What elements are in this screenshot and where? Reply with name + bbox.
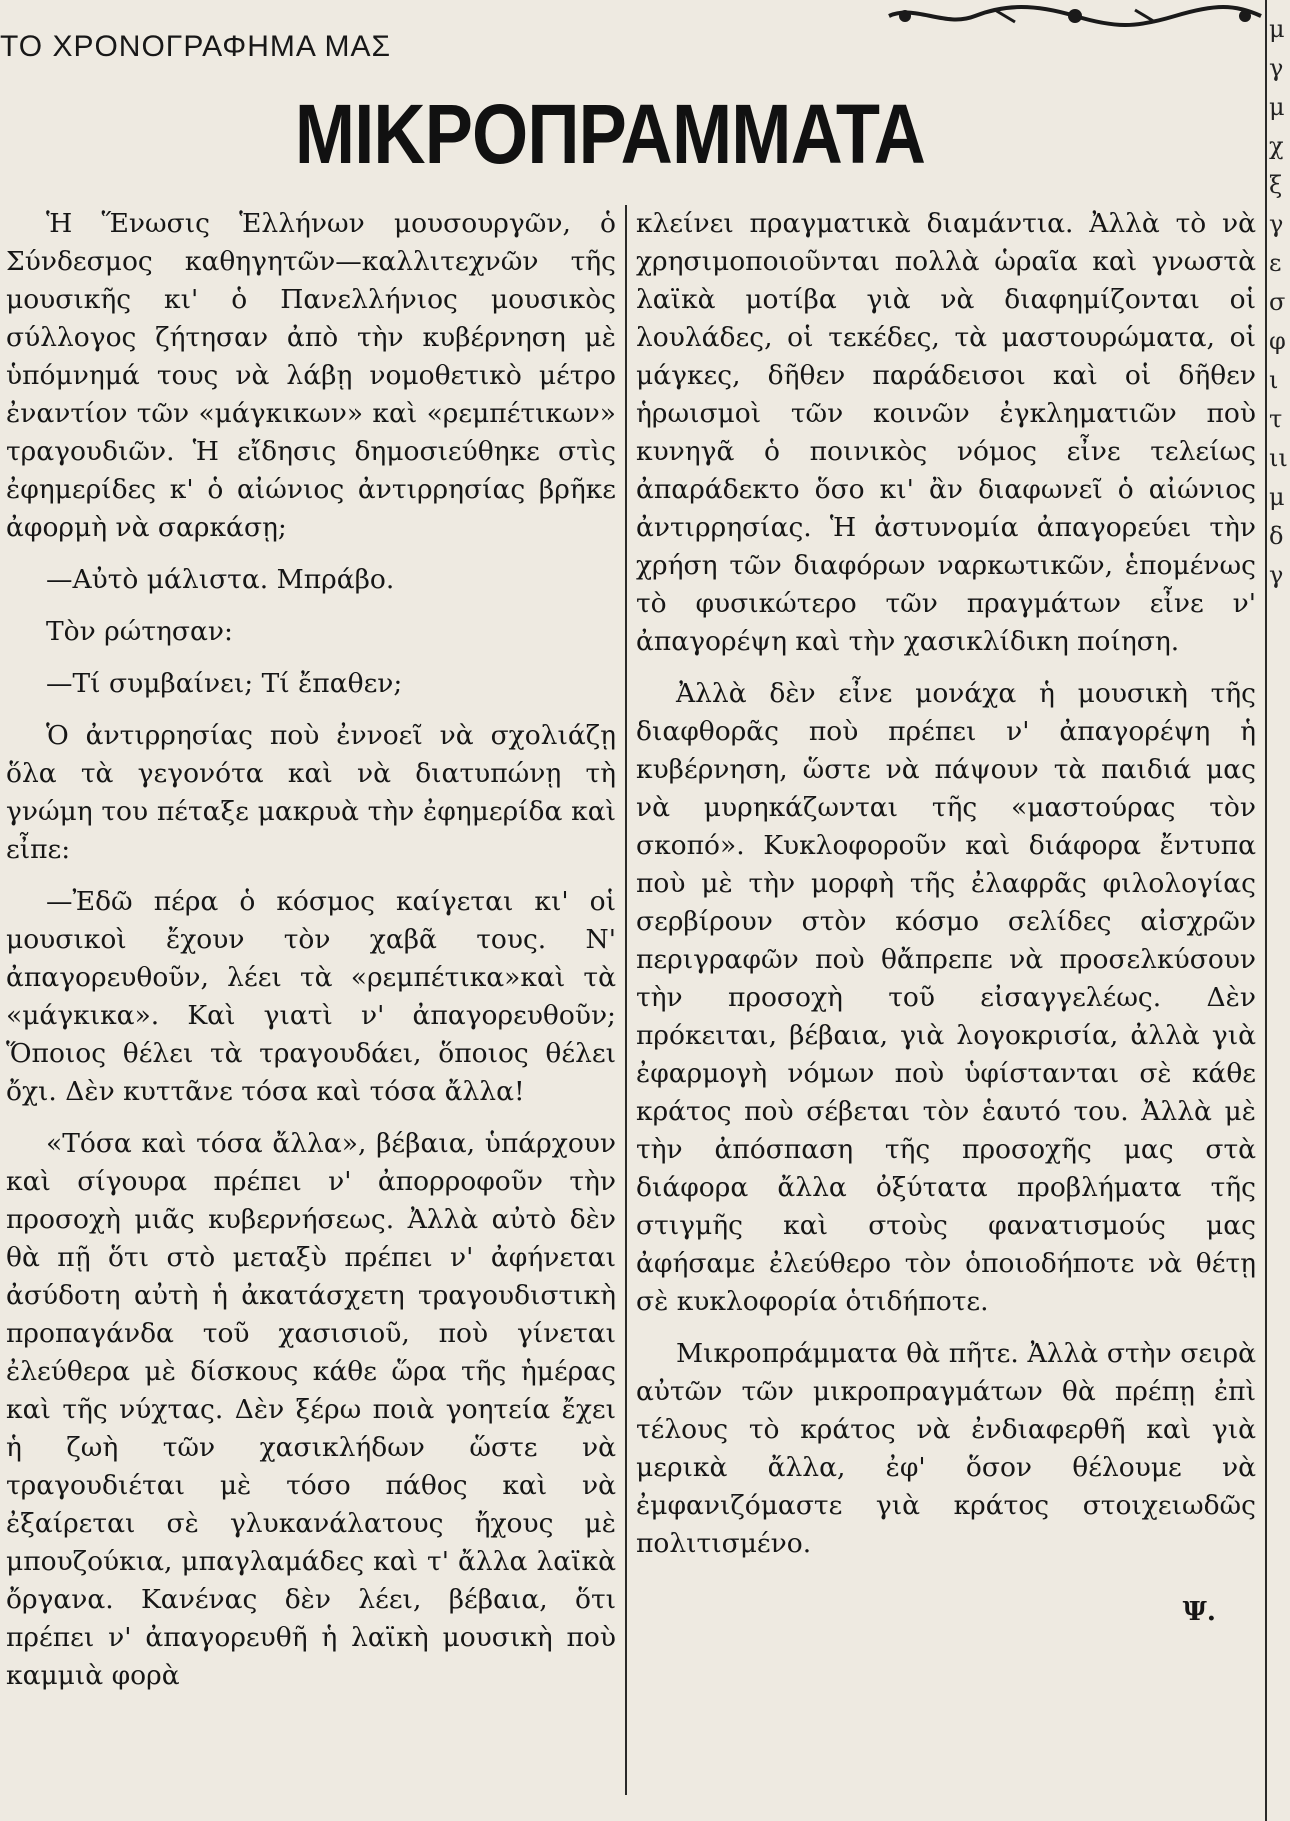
headline: ΜΙΚΡΟΠΡΑΜΜΑΤΑ [294,87,926,181]
adjacent-column-fragment: μγμχξγεσφιτιιμδγ [1269,15,1288,589]
paragraph: —Ἐδῶ πέρα ὁ κόσμος καίγεται κι' οἱ μουσικοὶ ἔχουν τὸν χαβᾶ τους. Ν' ἀπαγορευθοῦν, λέει τὰ «ρεμπέτικα»καὶ τὰ «μάγκικα». Καὶ γιατὶ ν' ἀπαγορευθοῦν; Ὅποιος θέλει τὰ τραγουδάει, ὅποιος θέλει ὄχι. Δὲν κυττᾶνε τόσα καὶ τόσα ἄλλα! [6,886,616,1107]
section-label: ΤΟ ΧΡΟΝΟΓΡΑΦΗΜΑ ΜΑΣ [0,30,392,63]
paragraph: Ἀλλὰ δὲν εἶνε μονάχα ἡ μουσικὴ τῆς διαφθορᾶς ποὺ πρέπει ν' ἀπαγορέψη ἡ κυβέρνηση, ὥστε νὰ πάψουν τὰ παιδιά μας νὰ μυρηκάζωνται τῆς «μαστούρας τὸν σκοπό». Κυκλοφοροῦν καὶ διάφορα ἔντυπα ποὺ μὲ τὴν μορφὴ τῆς ἐλαφρᾶς φιλολογίας σερβίρουν στὸν κόσμο σελίδες αἰσχρῶν περιγραφῶν ποὺ θἄπρεπε νὰ προσελκύσουν τὴν προσοχὴ τοῦ εἰσαγγελέως. Δὲν πρόκειται, βέβαια, γιὰ λογοκρισία, ἀλλὰ γιὰ ἐφαρμογὴ νόμων ποὺ ὑφίστανται σὲ κάθε κράτος ποὺ σέβεται τὸν ἑαυτό του. Ἀλλὰ μὲ τὴν ἀπόσπαση τῆς προσοχῆς μας στὰ διάφορα ἄλλα ὀξύτατα προβλήματα τῆς στιγμῆς καὶ στοὺς φανατισμούς μας ἀφήσαμε ἐλεύθερο τὸν ὁποιοδήποτε νὰ θέτῃ σὲ κυκλοφορία ὁτιδήποτε. [636,678,1256,1317]
column-divider [625,205,627,1795]
signature: Ψ. [1182,1596,1216,1627]
paragraph: —Τί συμβαίνει; Τί ἔπαθεν; [46,668,403,699]
paragraph: Μικροπράμματα θὰ πῆτε. Ἀλλὰ στὴν σειρὰ αὐτῶν τῶν μικροπραγμάτων θὰ πρέπῃ ἐπὶ τέλους τὸ κράτος νὰ ἐνδιαφερθῆ καὶ γιὰ μερικὰ ἄλλα, ἐφ' ὅσον θέλουμε νὰ ἐμφανιζόμαστε γιὰ κράτος στοιχειωδῶς πολιτισμένο. [636,1338,1256,1559]
paragraph: «Τόσα καὶ τόσα ἄλλα», βέβαια, ὑπάρχουν καὶ σίγουρα πρέπει ν' ἀπορροφοῦν τὴν προσοχὴ μιᾶς κυβερνήσεως. Ἀλλὰ αὐτὸ δὲν θὰ πῇ ὅτι στὸ μεταξὺ πρέπει ν' ἀφήνεται ἀσύδοτη αὐτὴ ἡ ἀκατάσχετη τραγουδιστικὴ προπαγάνδα τοῦ χασισιοῦ, ποὺ γίνεται ἐλεύθερα μὲ δίσκους κάθε ὥρα τῆς ἡμέρας καὶ τῆς νύχτας. Δὲν ξέρω ποιὰ γοητεία ἔχει ἡ ζωὴ τῶν χασικλήδων ὥστε νὰ τραγουδιέται μὲ τόσο πάθος καὶ νὰ ἐξαίρεται σὲ γλυκανάλατους ἤχους μὲ μπουζούκια, μπαγλαμάδες καὶ τ' ἄλλα λαϊκὰ ὄργανα. Κανένας δὲν λέει, βέβαια, ὅτι πρέπει ν' ἀπαγορευθῆ ἡ λαϊκὴ μουσικὴ ποὺ καμμιὰ φορὰ [6,1128,616,1691]
paragraph: κλείνει πραγματικὰ διαμάντια. Ἀλλὰ τὸ νὰ χρησιμοποιοῦνται πολλὰ ὡραῖα καὶ γνωστὰ λαϊκὰ μοτίβα γιὰ νὰ διαφημίζονται οἱ λουλάδες, οἱ τεκέδες, τὰ μαστουρώματα, οἱ μάγκες, δῆθεν παράδεισοι καὶ οἱ δῆθεν ἡρωισμοὶ τῶν κοινῶν ἐγκληματιῶν ποὺ κυνηγᾶ ὁ ποινικὸς νόμος εἶνε τελείως ἀπαράδεκτο ὅσο κι' ἂν διαφωνεῖ ὁ αἰώνιος ἀντιρρησίας. Ἡ ἀστυνομία ἀπαγορεύει τὴν χρήση τῶν διαφόρων ναρκωτικῶν, ἑπομένως τὸ φυσικώτερο τῶν πραγμάτων εἶνε ν' ἀπαγορέψη καὶ τὴν χασικλίδικη ποίηση. [636,208,1256,657]
paragraph: Τὸν ρώτησαν: [46,616,233,647]
paragraph: —Αὐτὸ μάλιστα. Μπράβο. [46,564,395,595]
page-edge-rule [1265,0,1267,1821]
right-column [636,205,1256,1645]
paragraph: Ἡ Ἕνωσις Ἑλλήνων μουσουργῶν, ὁ Σύνδεσμος καθηγητῶν—καλλιτεχνῶν τῆς μουσικῆς κι' ὁ Πανελλήνιος μουσικὸς σύλλογος ζήτησαν ἀπὸ τὴν κυβέρνηση μὲ ὑπόμνημά τους νὰ λάβῃ νομοθετικὸ μέτρο ἐναντίον τῶν «μάγκικων» καὶ «ρεμπέτικων» τραγουδιῶν. Ἡ εἴδησις δημοσιεύθηκε στὶς ἐφημερίδες κ' ὁ αἰώνιος ἀντιρρησίας βρῆκε ἀφορμὴ νὰ σαρκάσῃ; [6,208,616,543]
left-column [6,205,616,1709]
decorative-ornament [885,2,1265,30]
paragraph: Ὁ ἀντιρρησίας ποὺ ἐννοεῖ νὰ σχολιάζῃ ὅλα τὰ γεγονότα καὶ νὰ διατυπώνῃ τὴ γνώμη του πέταξε μακρυὰ τὴν ἐφημερίδα καὶ εἶπε: [6,720,616,865]
